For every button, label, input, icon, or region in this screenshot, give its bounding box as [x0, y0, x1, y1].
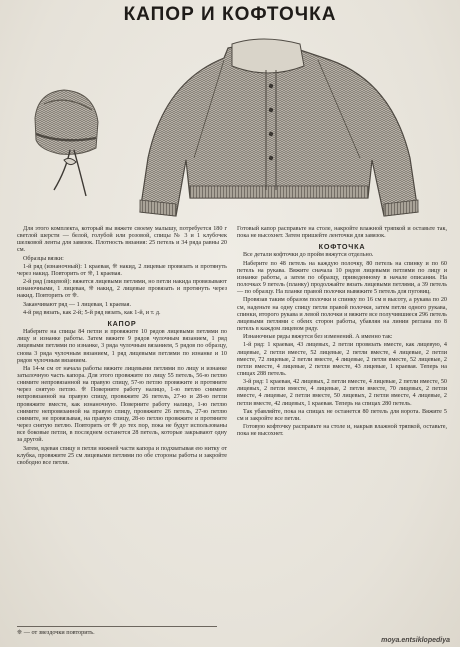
pattern-row-2: 2-й ряд (лицевой): вяжется лицевыми петлями, но петли накида провязывают изнаночными, 1 лицевая, ❊ накид, 2 лицевые провязать и протянуть через накид. Повторить от ❊.: [17, 279, 227, 300]
koftochka-paragraph-1: Все детали кофточки до пройм вяжутся отдельно.: [243, 252, 374, 259]
koftochka-paragraph-7: Так убавляйте, пока на спицах не останется 80 петель для ворота. Вяжите 5 см и закройте все петли.: [237, 408, 447, 422]
page-title: КАПОР И КОФТОЧКА: [123, 4, 337, 25]
kapor-paragraph-3: Затем, вдевая спицу в петли нижней части капора и подхватывая ею нитку от клубка, провяжите 25 см лицевыми петлями по обе стороны работы и закройте свободно все петли.: [17, 445, 227, 466]
pattern-row-3: Заканчивают ряд — 1 лицевая, 1 краевая.: [23, 301, 131, 308]
right-column: [237, 226, 447, 439]
intro-paragraph: Для этого комплекта, который вы вяжете своему малышу, потребуется 180 г светлой шерсти — белой, голубой или розовой, спицы № 3 и 1 клубочек шелковой ленты для завязок. Плотность вязания: 25 петель и 34 ряда равны 20 см.: [17, 226, 227, 254]
koftochka-paragraph-5: 1-й ряд: 1 краевая, 43 лицевых, 2 петли провязать вместе, как лицевую, 4 лицевые, 2 петли вместе, 52 лицевые, 2 петли вместе, 4 лицевые, 2 петли вместе, 72 лицевые, 2 петли вместе, 4 лицевые, 2 петли вместе, 52 лицевые, 2 петли вместе, 4 лицевые, 2 петли вместе, 43 лицевые, 1 краевая. Теперь на спицах 288 петель.: [237, 342, 447, 377]
koftochka-paragraph-6: 3-й ряд: 1 краевая, 42 лицевых, 2 петли вместе, 4 лицевые, 2 петли вместе, 50 лицевых, 2 петли вместе, 4 лицевые, 2 петли вместе, 70 лицевых, 2 петли вместе, 4 лицевые, 2 петли вместе, 50 лицевых, 2 петли вместе, 4 лицевые, 2 петли вместе, 42 лицевых, 1 краевая. Теперь на спицах 280 петель.: [237, 379, 447, 407]
bonnet-drawing: [35, 90, 98, 196]
kapor-paragraph-2: На 14-м см от начала работы вяжите лицевыми петлями по лицу и изнанке затылочную часть капора. Для этого провяжите по лицу 55 петель, 56-ю петлю снимите непровязанной на правую спицу, 57-ю петлю провяжите и протяните через снятую петлю. ❊ Поверните работу налицо, 1-ю петлю снимите непровязанной на правую спицу, провяжите 26 петель, 27-ю и 28-ю петли провяжите вместе, как изнаночную. Поверните работу налицо, 1-ю петлю снимите непровязанной на правую спицу, провяжите 26 петель, 27-ю петлю снимите, не провязывая, на правую спицу, 28-ю петлю провяжите и протяните через снятую петлю. Повторить от ❊ до тех пор, пока не будут использованы все боковые петли, в последнем останется 28 петель, которые закрывают одну за другой.: [17, 365, 227, 444]
site-watermark: moya.entsiklopediya: [381, 637, 450, 644]
footnote: ❊ — от звездочки повторить.: [17, 626, 217, 636]
koftochka-paragraph-4: Изнаночные ряды вяжутся без изменений. А именно так:: [243, 334, 393, 341]
kapor-paragraph-1: Наберите на спицы 84 петли и провяжите 10 рядов лицевыми петлями по лицу и изнанке работы. Затем вяжите 9 рядов чулочным вязанием, 1 ряд лицевыми петлями по изнанке, 3 ряда чулочным вязанием, 5 рядов по образцу, снова 3 ряда чулочным вязанием, 1 ряд лицевыми петлями по изнанке и 10 рядов чулочным вязанием.: [17, 329, 227, 364]
koftochka-paragraph-3: Провязав таким образом полочки и спинку по 16 см в высоту, а рукава по 20 см, наденьте на одну спицу петли правой полочки, затем петли одного рукава, спинки, второго рукава и левой полочки и вяжите все получившиеся 296 петель лицевыми петлями с обеих сторон работы, убавляя на линии реглана по 8 петель в каждом лицевом ряду.: [237, 297, 447, 333]
pattern-row-1: 1-й ряд (изнаночный): 1 краевая, ❊ накид, 2 лицевые провязать и протянуть через накид. Повторить от ❊, 1 краевая.: [17, 263, 227, 277]
left-column: [17, 226, 227, 468]
koftochka-heading: КОФТОЧКА: [318, 242, 366, 252]
garment-illustration: [0, 30, 460, 220]
jacket-drawing: [140, 39, 418, 216]
patterns-header: Образцы вязки:: [23, 255, 64, 262]
pattern-row-4: 4-й ряд вязать, как 2-й; 5-й ряд вязать, как 1-й, и т. д.: [23, 309, 161, 316]
kapor-finish-paragraph: Готовый капор расправьте на столе, накройте влажной тряпкой и оставьте так, пока не высохнет. Затем пришейте ленточки для завязок.: [237, 226, 447, 240]
koftochka-paragraph-2: Наберите по 48 петель на каждую полочку, 80 петель на спинку и по 60 петель на рукава. Вяжите сначала 10 рядов лицевыми петлями по лицу и изнанке работы, а затем по образцу, приведенному в начале описания. На полочках 9 петель (планку) продолжайте вязать лицевыми петлями, а 39 петель — по образцу. На планке правой полочки вывяжите 5 петель для пуговиц.: [237, 260, 447, 296]
kapor-heading: КАПОР: [107, 318, 137, 328]
koftochka-paragraph-8: Готовую кофточку расправьте на столе и, накрыв влажной тряпкой, оставьте, пока не высохнет.: [237, 424, 447, 438]
